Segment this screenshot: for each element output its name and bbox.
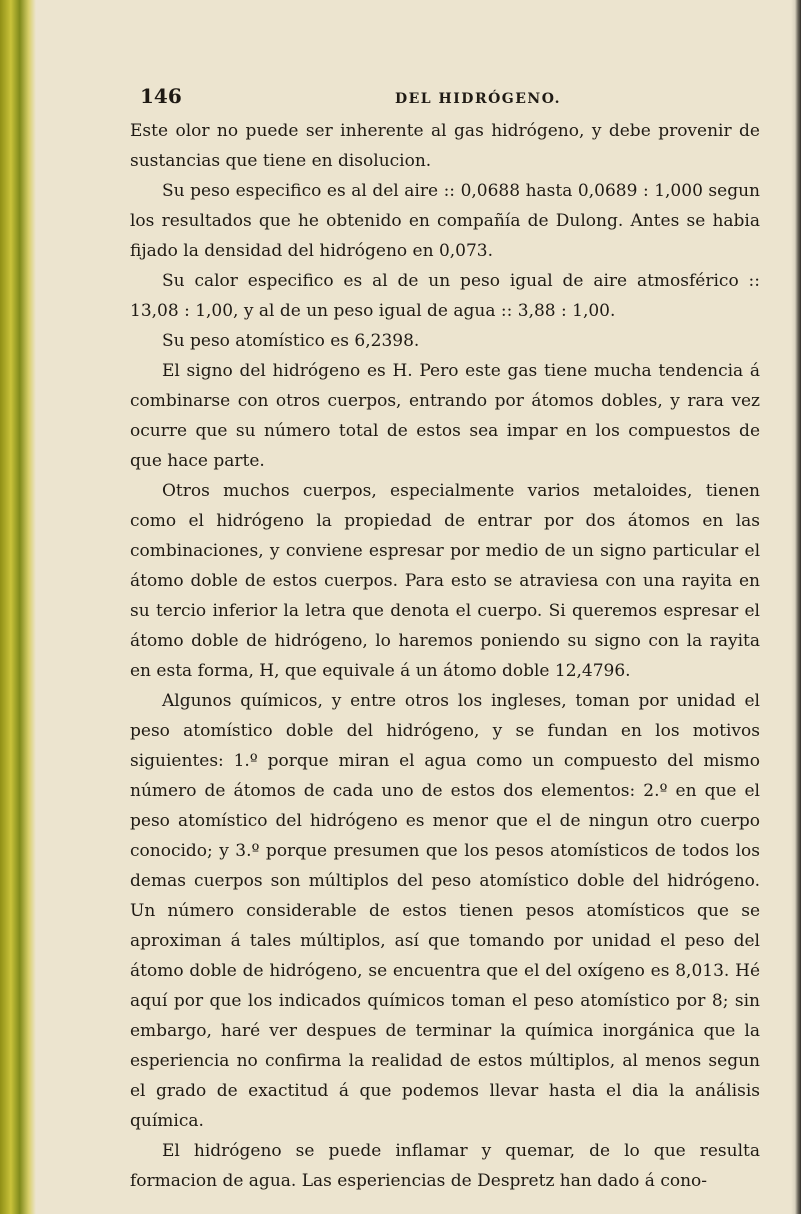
- running-head: DEL HIDRÓGENO.: [395, 91, 561, 107]
- paragraph-3: Su calor especifico es al de un peso igual de aire atmosférico :: 13,08 : 1,00, y al de un peso igual de agua :: 3,88 : 1,00.: [130, 271, 760, 321]
- paragraph-5: El signo del hidrógeno es H. Pero este gas tiene mucha tendencia á combinarse con otros cuerpos, entrando por átomos dobles, y rara vez ocurre que su número total de estos sea impar en los compuestos de que hace parte.: [130, 361, 760, 471]
- page-header: [130, 84, 760, 114]
- page-right-edge: [791, 0, 801, 1214]
- page-number: 146: [140, 84, 182, 108]
- paragraph-4: Su peso atomístico es 6,2398.: [162, 331, 420, 351]
- book-page: [130, 84, 760, 1196]
- paragraph-2: Su peso especifico es al del aire :: 0,0688 hasta 0,0689 : 1,000 segun los resultados que he obtenido en compañía de Dulong. Antes se habia fijado la densidad del hidrógeno en 0,073.: [130, 181, 760, 261]
- paragraph-6: Otros muchos cuerpos, especialmente varios metaloides, tienen como el hidrógeno la propiedad de entrar por dos átomos en las combinaciones, y conviene espresar por medio de un signo particular el átomo doble de estos cuerpos. Para esto se atraviesa con una rayita en su tercio inferior la letra que denota el cuerpo. Si queremos espresar el átomo doble de hidrógeno, lo haremos poniendo su signo con la rayita en esta forma, H, que equivale á un átomo doble 12,4796.: [130, 481, 760, 681]
- paragraph-7: Algunos químicos, y entre otros los ingleses, toman por unidad el peso atomístico doble del hidrógeno, y se fundan en los motivos siguientes: 1.º porque miran el agua como un compuesto del mismo número de átomos de cada uno de estos dos elementos: 2.º en que el peso atomístico del hidrógeno es menor que el de ningun otro cuerpo conocido; y 3.º porque presumen que los pesos atomísticos de todos los demas cuerpos son múltiplos del peso atomístico doble del hidrógeno. Un número considerable de estos tienen pesos atomísticos que se aproximan á tales múltiplos, así que tomando por unidad el peso del átomo doble de hidrógeno, se encuentra que el del oxígeno es 8,013. Hé aquí por que los indicados químicos toman el peso atomístico por 8; sin embargo, haré ver despues de terminar la química inorgánica que la esperiencia no confirma la realidad de estos múltiplos, al menos segun el grado de exactitud á que podemos llevar hasta el dia la análisis química.: [130, 691, 760, 1131]
- book-spine-edge: [0, 0, 36, 1214]
- paragraph-8: El hidrógeno se puede inflamar y quemar, de lo que resulta formacion de agua. Las esperiencias de Despretz han dado á cono-: [130, 1141, 760, 1191]
- paragraph-1: Este olor no puede ser inherente al gas hidrógeno, y debe provenir de sustancias que tiene en disolucion.: [130, 121, 760, 171]
